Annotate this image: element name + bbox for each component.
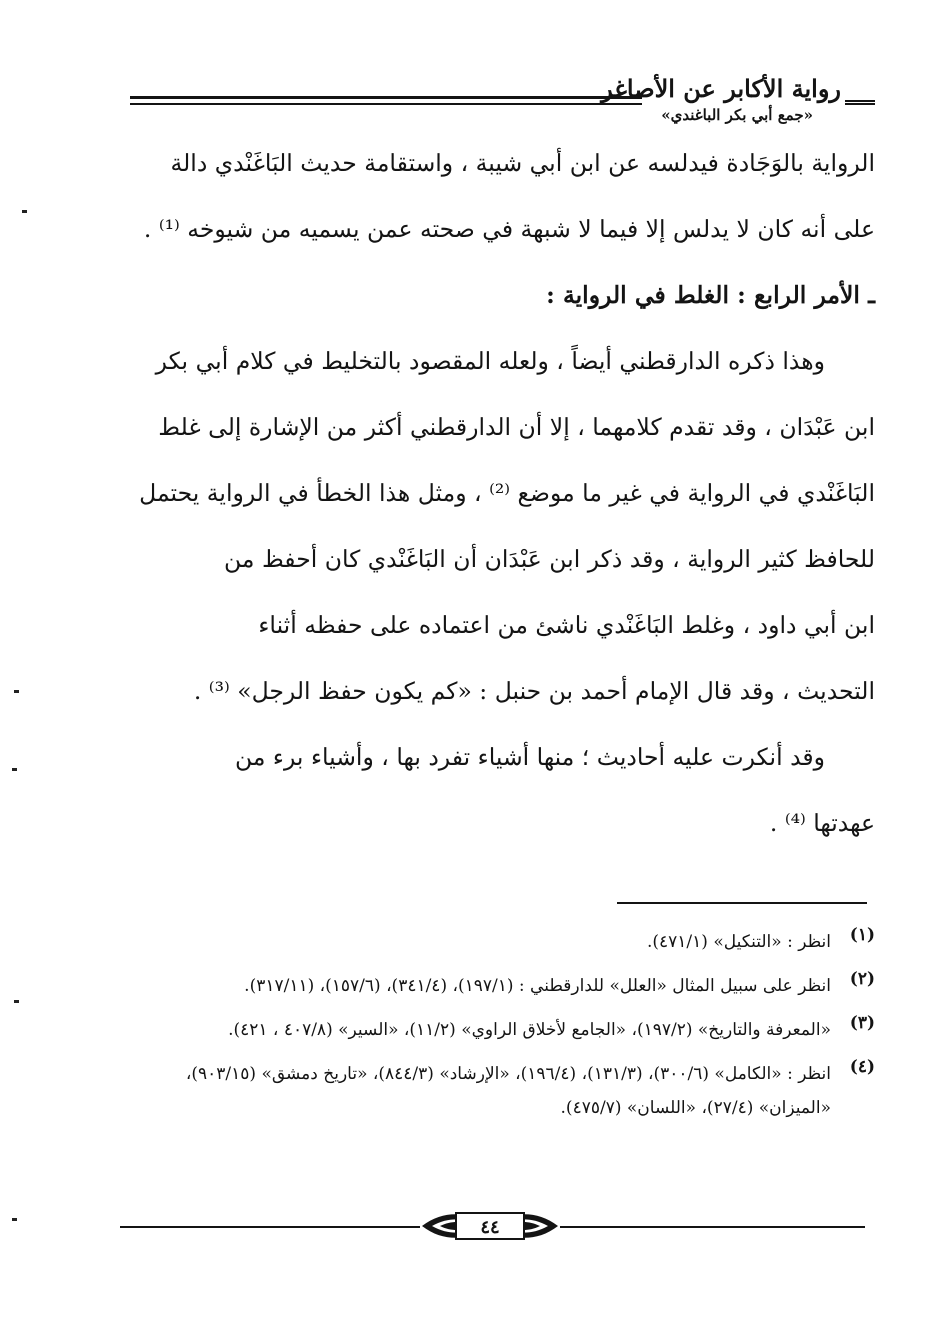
scan-speck xyxy=(22,210,27,213)
body-line: ابن أبي داود ، وغلط البَاغَنْدي ناشئ من اعتماده على حفظه أثناء xyxy=(258,611,875,639)
scan-speck xyxy=(12,1218,17,1221)
footnote xyxy=(130,969,875,1003)
footnote-text: انظر على سبيل المثال «العلل» للدارقطني : (١٩٧/١)، (٣٤١/٤)، (١٥٧/٦)، (٣١٧/١١). xyxy=(244,976,831,996)
footnote-separator xyxy=(617,902,867,904)
book-subtitle: «جمع أبي بكر الباغندي» xyxy=(661,106,813,124)
book-title: رواية الأكابر عن الأصاغر xyxy=(601,74,841,103)
body-line: الرواية بالوَجَادة فيدلسه عن ابن أبي شيبة ، واستقامة حديث البَاغَنْدي دالة xyxy=(170,149,875,177)
footnote-number: (٣) xyxy=(849,1013,875,1033)
footnotes xyxy=(130,925,875,1135)
footer-rule-right xyxy=(560,1226,865,1228)
body-line: البَاغَنْدي في الرواية في غير ما موضع ⁽²⁾ ، ومثل هذا الخطأ في الرواية يحتمل xyxy=(139,479,875,507)
page-footer xyxy=(120,1206,865,1246)
footer-rule-left xyxy=(120,1226,420,1228)
footnote-number: (٢) xyxy=(849,969,875,989)
body-line: ابن عَبْدَان ، وقد تقدم كلامهما ، إلا أن الدارقطني أكثر من الإشارة إلى غلط xyxy=(158,413,875,441)
page-number: ٤٤ xyxy=(455,1212,525,1240)
scan-speck xyxy=(14,1000,19,1003)
scan-speck xyxy=(14,690,19,693)
body-text xyxy=(130,148,875,874)
scan-speck xyxy=(12,768,17,771)
body-line: وهذا ذكره الدارقطني أيضاً ، ولعله المقصود بالتخليط في كلام أبي بكر xyxy=(155,347,825,375)
footnote-number: (١) xyxy=(849,925,875,945)
footnote-number: (٤) xyxy=(849,1057,875,1077)
header-rule-right xyxy=(845,100,875,105)
footnote-text: انظر : «التنكيل» (٤٧١/١). xyxy=(646,932,831,952)
footnote-text: انظر : «الكامل» (٣٠٠/٦)، (١٣١/٣)، (١٩٦/٤)، «الإرشاد» (٨٤٤/٣)، «تاريخ دمشق» (٩٠٣/١٥)، «الميزان» (٢٧/٤)، «اللسان» (٤٧٥/٧). xyxy=(185,1064,831,1118)
footnote xyxy=(130,1057,875,1125)
footnote xyxy=(130,1013,875,1047)
footnote-text: «المعرفة والتاريخ» (١٩٧/٢)، «الجامع لأخلاق الراوي» (١١/٢)، «السير» (٤٠٧/٨ ، ٤٢١). xyxy=(228,1020,831,1040)
body-line: على أنه كان لا يدلس إلا فيما لا شبهة في صحته عمن يسميه من شيوخه ⁽¹⁾ . xyxy=(143,215,875,243)
body-line: للحافظ كثير الرواية ، وقد ذكر ابن عَبْدَان أن البَاغَنْدي كان أحفظ من xyxy=(224,545,875,573)
body-line: عهدتها ⁽⁴⁾ . xyxy=(769,809,875,837)
section-heading: ـ الأمر الرابع : الغلط في الرواية : xyxy=(546,281,875,309)
footnote xyxy=(130,925,875,959)
running-header xyxy=(130,74,875,134)
body-line: وقد أنكرت عليه أحاديث ؛ منها أشياء تفرد بها ، وأشياء برء من xyxy=(234,743,825,771)
body-line: التحديث ، وقد قال الإمام أحمد بن حنبل : «كم يكون حفظ الرجل» ⁽³⁾ . xyxy=(193,677,875,705)
header-rule-left xyxy=(130,96,642,105)
